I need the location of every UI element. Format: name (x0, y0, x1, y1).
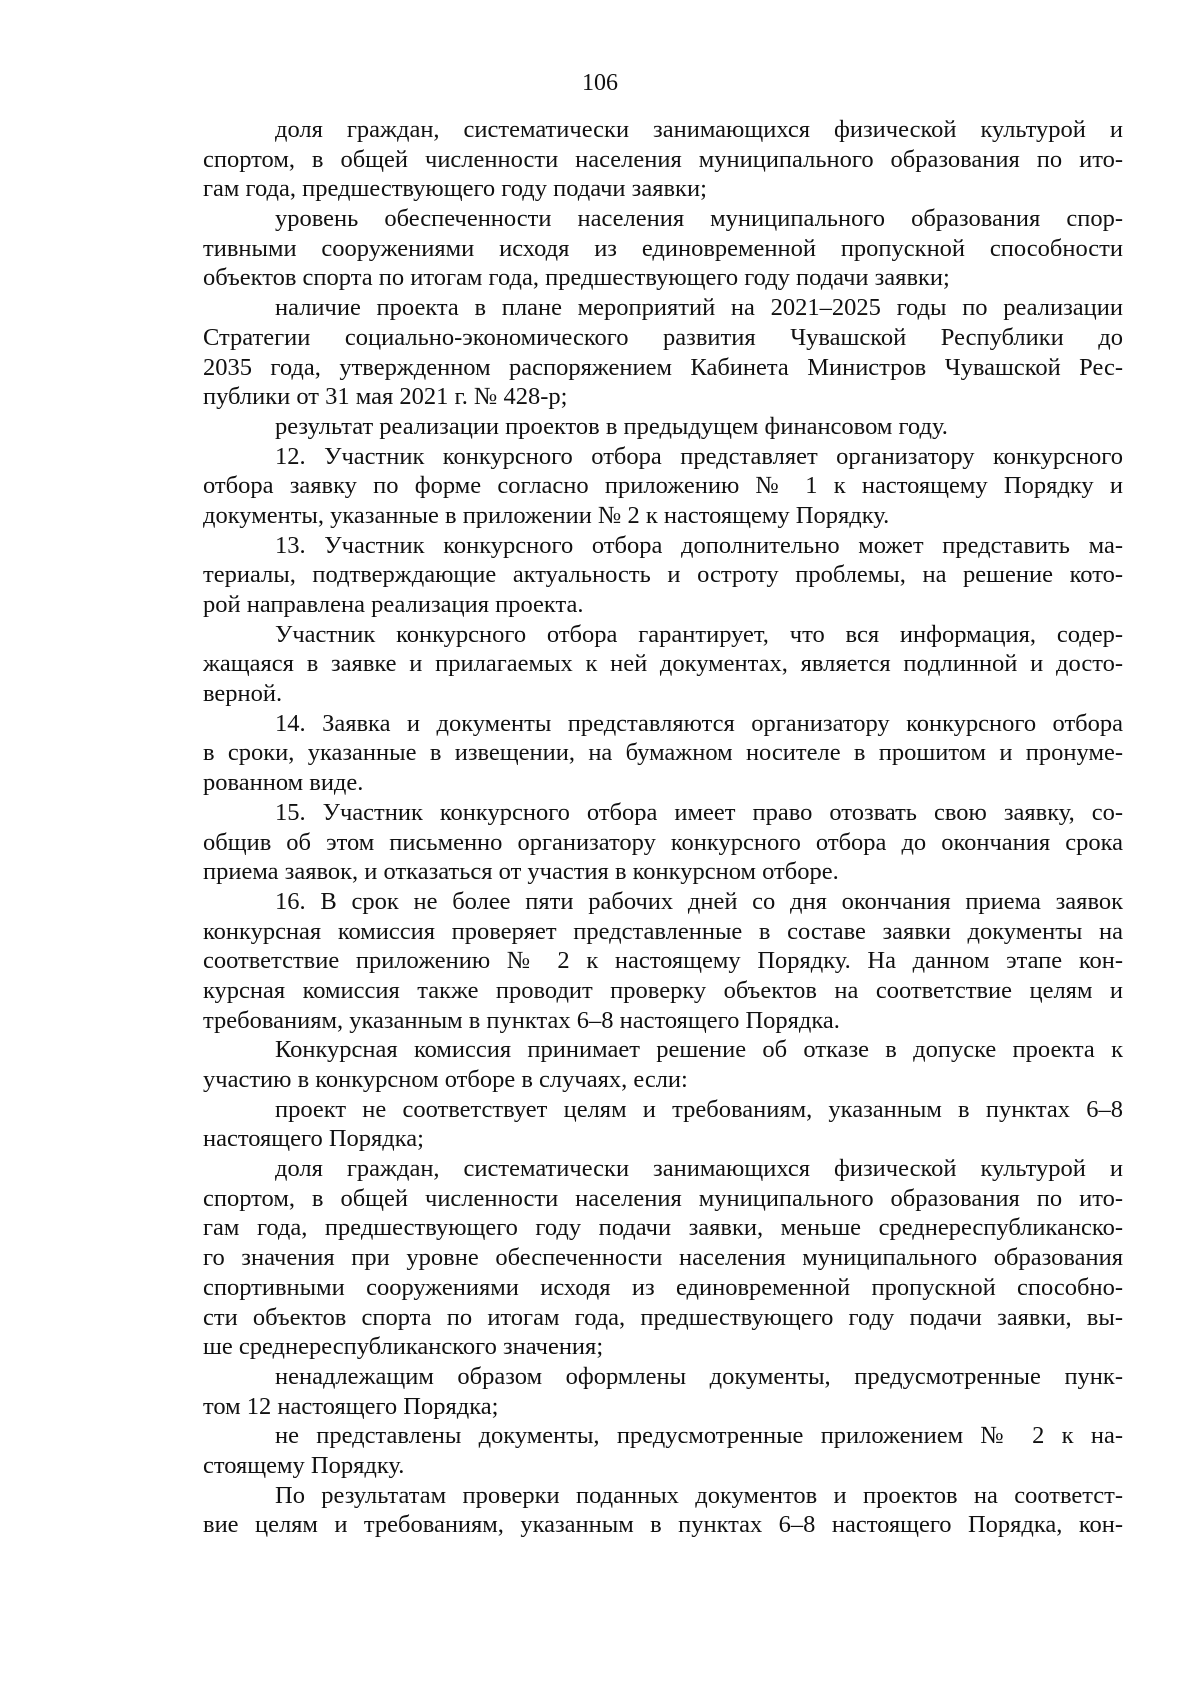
text-line: Конкурсная комиссия принимает решение об отказе в допуске проекта к (275, 1036, 1123, 1064)
text-line: доля граждан, систематически занимающихся физической культурой и (275, 116, 1123, 143)
paragraph (203, 1362, 1123, 1421)
text-line: спортом, в общей численности населения муниципального образования по ито- (203, 1184, 1123, 1212)
text-line: ненадлежащим образом оформлены документы, предусмотренные пунк- (275, 1362, 1123, 1390)
paragraph (203, 1421, 1123, 1480)
paragraph (203, 204, 1123, 293)
text-line: Участник конкурсного отбора гарантирует, что вся информация, содер- (275, 620, 1123, 648)
text-line: конкурсная комиссия проверяет представленные в составе заявки документы на (203, 917, 1123, 945)
text-line: жащаяся в заявке и прилагаемых к ней документах, является подлинной и досто- (203, 650, 1123, 678)
page-number: 106 (582, 70, 618, 96)
text-line: отбора заявку по форме согласно приложению № 1 к настоящему Порядку и (203, 472, 1123, 500)
text-line: тивными сооружениями исходя из единовременной пропускной способности (203, 234, 1123, 262)
text-line: го значения при уровне обеспеченности населения муниципального образования (203, 1244, 1123, 1272)
text-line: рованном виде. (203, 769, 364, 797)
paragraph (203, 1481, 1123, 1540)
text-line: результат реализации проектов в предыдущем финансовом году. (275, 412, 948, 440)
text-line: По результатам проверки поданных документов и проектов на соответст- (275, 1481, 1123, 1509)
text-line: Стратегии социально-экономического развития Чувашской Республики до (203, 323, 1123, 351)
text-line: рой направлена реализация проекта. (203, 591, 584, 618)
document-body (203, 115, 1123, 1540)
paragraph (203, 1035, 1123, 1094)
text-line: проект не соответствует целям и требованиям, указанным в пунктах 6–8 (275, 1095, 1123, 1123)
text-line: 12. Участник конкурсного отбора представляет организатору конкурсного (275, 442, 1123, 470)
text-line: сти объектов спорта по итогам года, предшествующего году подачи заявки, вы- (203, 1303, 1123, 1331)
paragraph (203, 412, 1123, 442)
text-line: документы, указанные в приложении № 2 к настоящему Порядку. (203, 501, 890, 529)
text-line: том 12 настоящего Порядка; (203, 1392, 499, 1420)
text-line: верной. (203, 680, 283, 708)
paragraph (203, 1154, 1123, 1362)
text-line: участию в конкурсном отборе в случаях, если: (203, 1066, 688, 1093)
text-line: гам года, предшествующего году подачи заявки; (203, 175, 707, 203)
text-line: публики от 31 мая 2021 г. № 428-р; (203, 383, 568, 411)
text-line: наличие проекта в плане мероприятий на 2021–2025 годы по реализации (275, 294, 1123, 322)
paragraph (203, 442, 1123, 531)
paragraph (203, 293, 1123, 412)
paragraph (203, 887, 1123, 1035)
text-line: спортом, в общей численности населения муниципального образования по ито- (203, 145, 1123, 173)
text-line: гам года, предшествующего году подачи заявки, меньше среднереспубликанско- (203, 1214, 1123, 1242)
text-line: вие целям и требованиям, указанным в пунктах 6–8 настоящего Порядка, кон- (203, 1511, 1123, 1539)
text-line: ше среднереспубликанского значения; (203, 1333, 604, 1361)
paragraph (203, 798, 1123, 887)
text-line: 13. Участник конкурсного отбора дополнительно может представить ма- (275, 531, 1123, 559)
text-line: 15. Участник конкурсного отбора имеет право отозвать свою заявку, со- (275, 798, 1123, 826)
text-line: общив об этом письменно организатору конкурсного отбора до окончания срока (203, 828, 1123, 856)
text-line: 2035 года, утвержденном распоряжением Кабинета Министров Чувашской Рес- (203, 353, 1123, 381)
text-line: не представлены документы, предусмотренные приложением № 2 к на- (275, 1422, 1123, 1450)
paragraph (203, 1095, 1123, 1154)
text-line: уровень обеспеченности населения муниципального образования спор- (275, 205, 1123, 233)
text-line: курсная комиссия также проводит проверку объектов на соответствие целям и (203, 976, 1123, 1004)
text-line: настоящего Порядка; (203, 1125, 424, 1153)
text-line: доля граждан, систематически занимающихся физической культурой и (275, 1155, 1123, 1183)
text-line: соответствие приложению № 2 к настоящему Порядку. На данном этапе кон- (203, 947, 1123, 975)
paragraph (203, 620, 1123, 709)
text-line: стоящему Порядку. (203, 1451, 405, 1479)
text-line: 16. В срок не более пяти рабочих дней со дня окончания приема заявок (275, 887, 1123, 915)
text-line: териалы, подтверждающие актуальность и остроту проблемы, на решение кото- (203, 561, 1123, 589)
text-line: требованиям, указанным в пунктах 6–8 настоящего Порядка. (203, 1006, 840, 1034)
text-line: приема заявок, и отказаться от участия в конкурсном отборе. (203, 858, 839, 886)
text-line: в сроки, указанные в извещении, на бумажном носителе в прошитом и пронуме- (203, 739, 1123, 767)
paragraph (203, 531, 1123, 620)
text-line: спортивными сооружениями исходя из единовременной пропускной способно- (203, 1273, 1123, 1301)
text-line: 14. Заявка и документы представляются организатору конкурсного отбора (275, 709, 1123, 737)
paragraph (203, 115, 1123, 204)
text-line: объектов спорта по итогам года, предшествующего году подачи заявки; (203, 264, 950, 292)
paragraph (203, 709, 1123, 798)
